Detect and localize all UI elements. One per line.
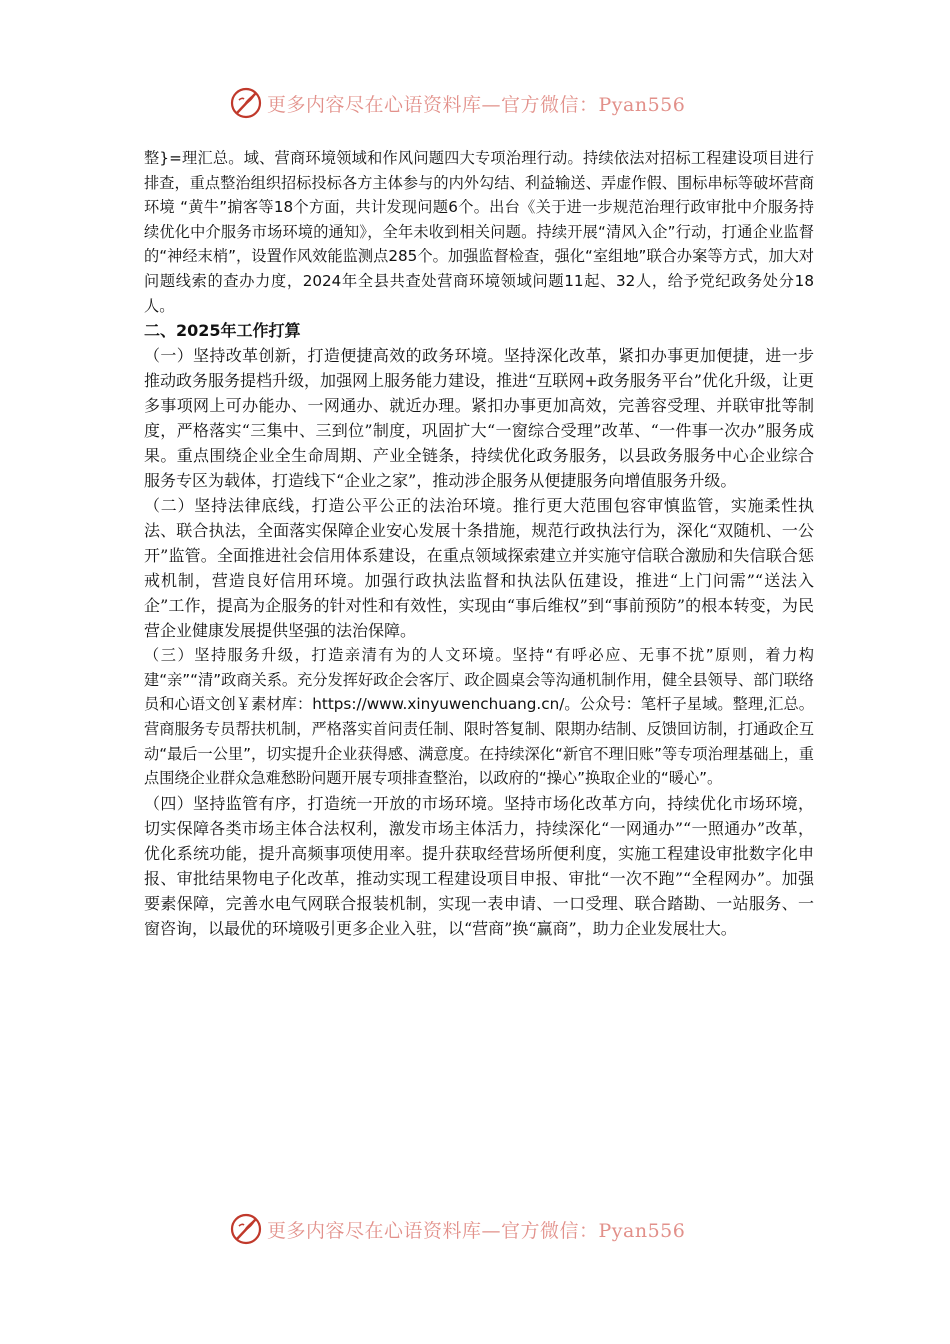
section-heading: 二、2025年工作打算 — [144, 321, 301, 341]
paragraph-continuation: 整}=理汇总。域、营商环境领域和作风问题四大专项治理行动。持续依法对招标工程建设项目进行排查，重点整治组织招标投标各方主体参与的内外勾结、利益输送、弄虚作假、围标串标等破坏营商环境 “黄牛”掮客等18个方面，共计发现问题6个。出台《关于进一步规范治理行政审批中介服务持续优化中介服务市场环境的通知》，全年未收到相关问题。持续开展“清风入企”行动，打通企业监督的“神经末梢”，设置作风效能监测点285个。加强监督检查，强化“室组地”联合办案等方式，加大对问题线索的查办力度，2024年全县共查处营商环境领域问题11起、32人，给予党纪政务处分18人。 — [144, 149, 814, 315]
paragraph-4: （四）坚持监管有序，打造统一开放的市场环境。坚持市场化改革方向，持续优化市场环境，切实保障各类市场主体合法权利，激发市场主体活力，持续深化“一网通办”“一照通办”改革，优化系统功能，提升高频事项使用率。提升获取经营场所便利度，实施工程建设审批数字化申报、审批结果物电子化改革，推动实现工程建设项目申报、审批“一次不跑”“全程网办”。加强要素保障，完善水电气网联合报装机制，实现一表申请、一口受理、联合踏勘、一站服务、一窗咨询，以最优的环境吸引更多企业入驻，以“营商”换“赢商”，助力企业发展壮大。 — [144, 793, 814, 938]
pen-feather-logo-icon — [229, 1212, 263, 1246]
watermark-text: 更多内容尽在心语资料库—官方微信：Pyan556 — [267, 1219, 686, 1242]
paragraph-1: （一）坚持改革创新，打造便捷高效的政务环境。坚持深化改革，紧扣办事更加便捷，进一步推动政务服务提档升级，加强网上服务能力建设，推进“互联网+政务服务平台”优化升级，让更多事项网上可办能办、一网通办、就近办理。紧扣办事更加高效，完善容受理、并联审批等制度，严格落实“三集中、三到位”制度，巩固扩大“一窗综合受理”改革、“一件事一次办”服务成果。重点围绕企业全生命周期、产业全链条，持续优化政务服务，以县政务服务中心企业综合服务专区为载体，打造线下“企业之家”，推动涉企服务从便捷服务向增值服务升级。 — [144, 346, 814, 491]
paragraph-2: （二）坚持法律底线，打造公平公正的法治环境。推行更大范围包容审慎监管，实施柔性执法、联合执法，全面落实保障企业安心发展十条措施，规范行政执法行为，深化“双随机、一公开”监管。全面推进社会信用体系建设，在重点领域探索建立并实施守信联合激励和失信联合惩戒机制，营造良好信用环境。加强行政执法监督和执法队伍建设，推进“上门问需”“送法入企”工作，提高为企服务的针对性和有效性，实现由“事后维权”到“事前预防”的根本转变，为民营企业健康发展提供坚强的法治保障。 — [144, 496, 814, 641]
document-body — [144, 146, 814, 941]
paragraph-3: （三）坚持服务升级，打造亲清有为的人文环境。坚持“有呼必应、无事不扰”原则，着力构建“亲”“清”政商关系。充分发挥好政企会客厅、政企圆桌会等沟通机制作用，健全县领导、部门联络员和心语文创￥素材库：https://www.xinyuwenchuang.cn/。公众号：笔杆子星域。整理,汇总。营商服务专员帮扶机制，严格落实首问责任制、限时答复制、限期办结制、反馈回访制，打通政企互动“最后一公里”，切实提升企业获得感、满意度。在持续深化“新官不理旧账”等专项治理基础上，重点围绕企业群众急难愁盼问题开展专项排查整治，以政府的“操心”换取企业的“暖心”。 — [144, 646, 814, 788]
header-watermark — [229, 86, 685, 120]
watermark-text: 更多内容尽在心语资料库—官方微信：Pyan556 — [267, 93, 686, 116]
pen-feather-logo-icon — [229, 86, 263, 120]
footer-watermark — [229, 1212, 685, 1246]
